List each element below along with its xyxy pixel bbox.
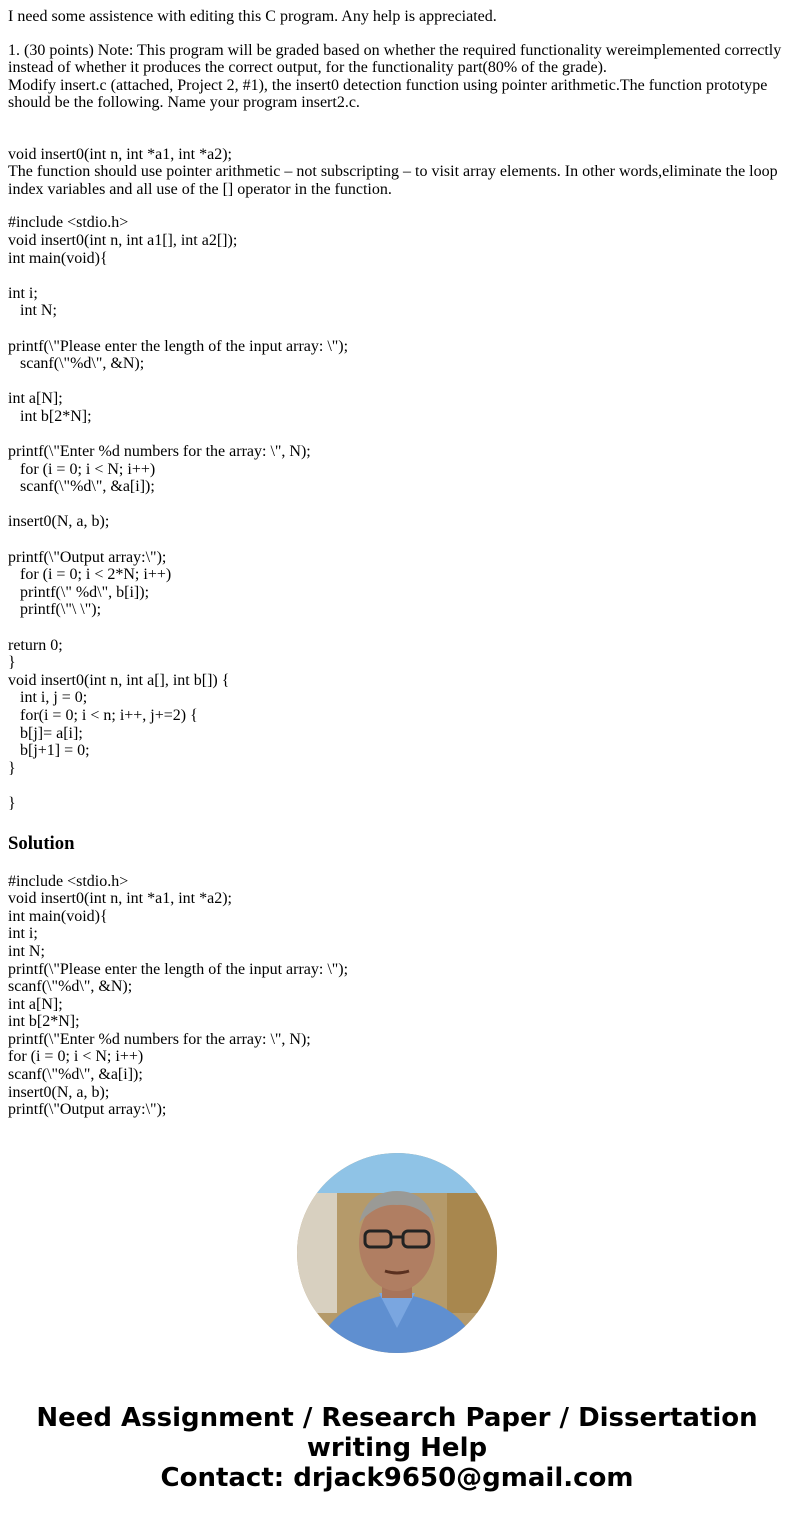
code-line: int i, j = 0; [8,689,88,707]
code-line: return 0; [8,636,63,654]
code-line: scanf(\"%d\", &a[i]); [8,1066,143,1084]
code-line [8,777,788,795]
code-line [8,531,788,549]
code-line: int N; [8,942,45,960]
question-code [8,214,788,812]
author-photo [297,1153,497,1353]
intro-text: I need some assistence with editing this C program. Any help is appreciated. [8,8,497,25]
code-line: printf(\"Output array:\"); [8,548,167,566]
code-line: int i; [8,925,38,943]
task-description [8,42,788,130]
code-line: scanf(\"%d\", &N); [8,978,133,996]
footer-line: Need Assignment / Research Paper / Dissertation [36,1403,758,1433]
code-line: void insert0(int n, int a1[], int a2[]); [8,231,238,249]
code-line: } [8,794,16,812]
code-line: insert0(N, a, b); [8,513,110,531]
code-line: int N; [8,302,57,320]
code-line: b[j+1] = 0; [8,742,90,760]
code-line [8,320,788,338]
document-content [8,0,788,1124]
solution-code [8,873,788,1119]
code-line: int a[N]; [8,390,63,408]
code-line: printf(\" %d\", b[i]); [8,583,150,601]
requirement-text: The function should use pointer arithmetic – not subscripting – to visit array elements. In other words,eliminate the loop index variables and all use of the [] operator in the function. [8,163,778,198]
code-line: int a[N]; [8,995,63,1013]
code-line: int b[2*N]; [8,407,92,425]
solution-heading: Solution [8,832,75,854]
code-line [8,267,788,285]
footer-contact: Contact: drjack9650@gmail.com [160,1463,634,1493]
code-line: for (i = 0; i < 2*N; i++) [8,566,172,584]
code-line: void insert0(int n, int *a1, int *a2); [8,890,232,908]
code-line: #include <stdio.h> [8,872,129,890]
code-line: printf(\"\ \"); [8,601,102,619]
code-line: void insert0(int n, int a[], int b[]) { [8,671,230,689]
code-line: scanf(\"%d\", &a[i]); [8,478,155,496]
code-line: scanf(\"%d\", &N); [8,355,145,373]
code-line: int main(void){ [8,249,108,267]
code-line: int b[2*N]; [8,1013,80,1031]
code-line: for(i = 0; i < n; i++, j+=2) { [8,706,198,724]
code-line: b[j]= a[i]; [8,724,83,742]
code-line: #include <stdio.h> [8,214,129,232]
code-line: printf(\"Please enter the length of the input array: \"); [8,337,349,355]
code-line: } [8,654,16,672]
code-line [8,425,788,443]
code-line: } [8,759,16,777]
prototype-block [8,146,788,199]
prototype-text: void insert0(int n, int *a1, int *a2); [8,145,232,163]
task-line: Modify insert.c (attached, Project 2, #1), the insert0 detection function using pointer arithmetic.The function prototype should be the following. Name your program insert2.c. [8,76,768,112]
code-line: for (i = 0; i < N; i++) [8,460,156,478]
footer-line: writing Help [306,1433,488,1463]
task-line: 1. (30 points) Note: This program will be graded based on whether the required functionality wereimplemented correctly instead of whether it produces the correct output, for the functionality part(80% of the grade). [8,41,782,77]
code-line [8,373,788,391]
code-line: printf(\"Please enter the length of the input array: \"); [8,960,349,978]
code-line [8,496,788,514]
code-line: int i; [8,284,38,302]
code-line: for (i = 0; i < N; i++) [8,1048,144,1066]
contact-footer [0,1403,794,1493]
code-line [8,619,788,637]
code-line: insert0(N, a, b); [8,1083,110,1101]
code-line: printf(\"Output array:\"); [8,1101,167,1119]
code-line: int main(void){ [8,907,108,925]
code-line: printf(\"Enter %d numbers for the array: \", N); [8,1030,311,1048]
code-line: printf(\"Enter %d numbers for the array: \", N); [8,443,311,461]
